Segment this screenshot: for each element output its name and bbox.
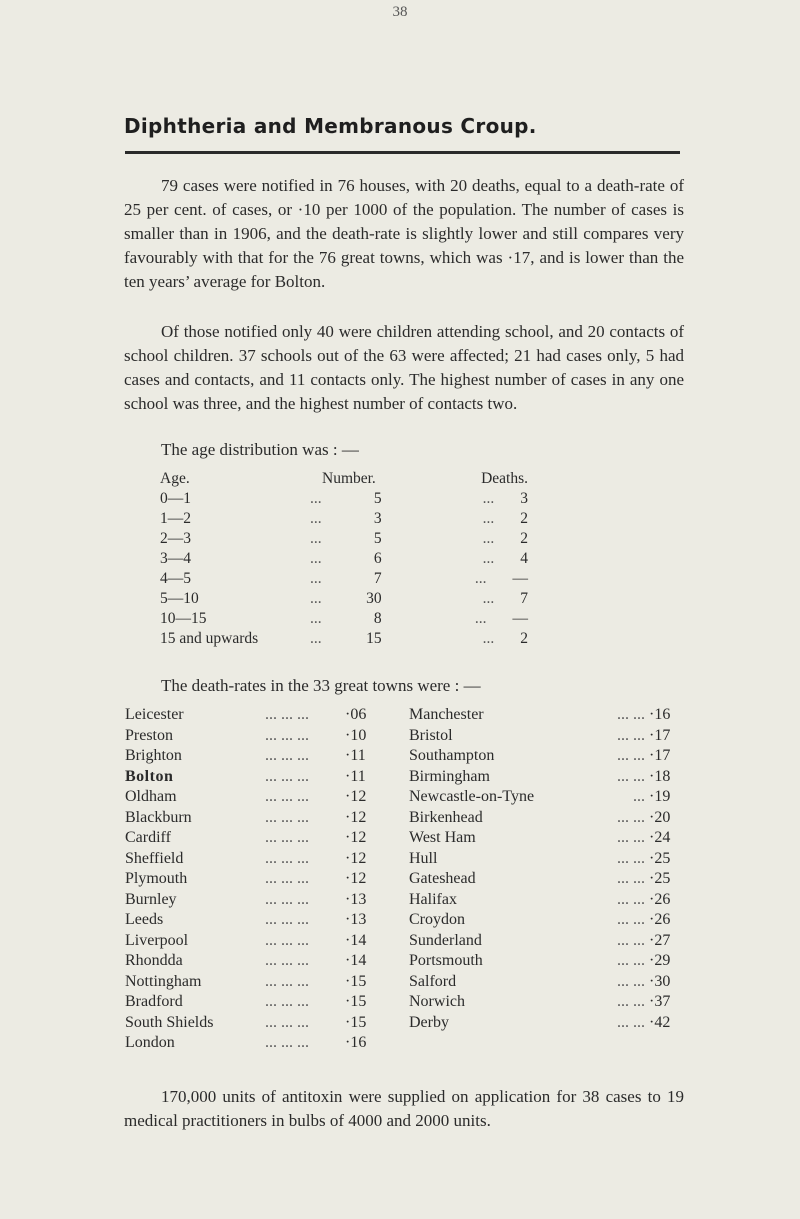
town-rate-row xyxy=(125,787,677,808)
town-name: Birkenhead xyxy=(409,808,483,826)
leader-dots: ... ... xyxy=(617,1013,645,1031)
leader-dots: ... ... xyxy=(617,972,645,990)
leader-dots: ... xyxy=(482,590,495,607)
leader-dots: ... xyxy=(310,630,322,647)
leader-dots: ... ... xyxy=(617,808,645,826)
town-rate: ·42 xyxy=(649,1013,671,1031)
town-rate: ·24 xyxy=(649,829,671,846)
leader-dots: ... xyxy=(474,570,487,587)
town-rate: ·10 xyxy=(345,726,367,744)
town-rate: ·30 xyxy=(649,972,671,990)
town-name: Southampton xyxy=(409,747,495,764)
case-number-value: 6 xyxy=(373,550,382,567)
town-rate: ·12 xyxy=(345,788,367,805)
leader-dots: ... ... ... xyxy=(265,726,309,744)
town-name: Gateshead xyxy=(409,870,476,887)
leader-dots: ... xyxy=(310,490,322,507)
leader-dots: ... ... ... xyxy=(265,911,309,928)
leader-dots: ... ... ... xyxy=(265,1013,309,1031)
town-name: Hull xyxy=(409,849,438,867)
town-rate: ·16 xyxy=(649,706,671,723)
leader-dots: ... xyxy=(310,590,322,607)
death-rates-intro: The death-rates in the 33 great towns were : — xyxy=(161,676,481,695)
age-range: 3—4 xyxy=(160,550,191,567)
town-name: Salford xyxy=(409,972,457,990)
age-table-row xyxy=(160,549,528,569)
town-name: Rhondda xyxy=(125,952,183,969)
town-rate-row xyxy=(125,726,677,747)
leader-dots: ... ... xyxy=(617,747,645,764)
town-name: Croydon xyxy=(409,911,465,928)
town-name: Sheffield xyxy=(125,849,184,867)
leader-dots: ... ... ... xyxy=(265,788,309,805)
death-rates-table xyxy=(125,705,677,1054)
death-count xyxy=(442,529,528,549)
leader-dots: ... xyxy=(310,610,322,627)
town-name: Birmingham xyxy=(409,767,490,785)
town-rate: ·11 xyxy=(345,767,366,785)
leader-dots: ... xyxy=(633,788,645,805)
death-count xyxy=(442,569,528,589)
leader-dots: ... ... xyxy=(617,726,645,744)
town-rate-row xyxy=(125,890,677,911)
town-name: Bradford xyxy=(125,993,183,1010)
town-rate-row xyxy=(125,869,677,890)
case-number xyxy=(310,629,442,649)
death-count-value: — xyxy=(512,610,528,627)
town-name: London xyxy=(125,1034,175,1051)
age-table-header-row xyxy=(160,469,528,489)
leader-dots: ... xyxy=(482,530,495,547)
case-number xyxy=(310,589,442,609)
town-rate: ·12 xyxy=(345,829,367,846)
town-rate-row xyxy=(125,931,677,952)
town-rate: ·19 xyxy=(649,788,671,805)
age-range: 4—5 xyxy=(160,570,191,587)
town-rate: ·14 xyxy=(345,952,367,969)
leader-dots: ... ... xyxy=(617,849,645,867)
leader-dots: ... ... ... xyxy=(265,952,309,969)
age-table-row xyxy=(160,489,528,509)
case-number xyxy=(310,609,442,629)
deaths-header: Deaths. xyxy=(481,470,528,487)
case-number xyxy=(310,489,442,509)
age-header: Age. xyxy=(160,470,190,487)
leader-dots: ... ... ... xyxy=(265,808,309,826)
town-name: Bolton xyxy=(125,767,174,785)
town-rate: ·37 xyxy=(649,993,671,1010)
town-rate: ·17 xyxy=(649,747,671,764)
town-rate-row xyxy=(125,828,677,849)
town-rate: ·11 xyxy=(345,747,366,764)
town-name: Norwich xyxy=(409,993,465,1010)
town-rate: ·15 xyxy=(345,972,367,990)
death-count-value: 3 xyxy=(520,490,528,507)
leader-dots: ... xyxy=(482,630,495,647)
leader-dots: ... ... ... xyxy=(265,1034,309,1051)
town-rate: ·27 xyxy=(649,931,671,949)
town-rate: ·12 xyxy=(345,808,367,826)
town-rate: ·12 xyxy=(345,870,367,887)
death-count xyxy=(442,629,528,649)
town-rate: ·25 xyxy=(649,849,671,867)
town-name: Derby xyxy=(409,1013,449,1031)
town-rate: ·18 xyxy=(649,767,671,785)
town-rate: ·25 xyxy=(649,870,671,887)
death-count xyxy=(442,489,528,509)
leader-dots: ... xyxy=(310,530,322,547)
paragraph-antitoxin: 170,000 units of antitoxin were supplied on application for 38 cases to 19 medical practitioners in bulbs of 4000 and 2000 units. xyxy=(124,1087,684,1130)
case-number-value: 8 xyxy=(373,610,382,627)
town-rate: ·06 xyxy=(345,706,367,723)
leader-dots: ... ... xyxy=(617,890,645,908)
town-rate-row xyxy=(125,746,677,767)
death-count-value: — xyxy=(512,570,528,587)
town-name: Bristol xyxy=(409,726,453,744)
town-rate-row xyxy=(125,972,677,993)
age-table-row xyxy=(160,609,528,629)
town-rate: ·16 xyxy=(345,1034,367,1051)
town-rate-row xyxy=(125,767,677,788)
paragraph-schools: Of those notified only 40 were children attending school, and 20 contacts of school children. 37 schools out of the 63 were affected; 21 had cases only, 5 had cases and contacts, and 11 contacts only. The highest number of cases in any one school was three, and the highest number of contacts two. xyxy=(124,322,684,413)
town-rate: ·14 xyxy=(345,931,367,949)
age-table-row xyxy=(160,589,528,609)
town-name: Brighton xyxy=(125,747,182,764)
leader-dots: ... xyxy=(310,510,322,527)
leader-dots: ... ... ... xyxy=(265,993,309,1010)
town-name: Sunderland xyxy=(409,931,482,949)
town-rate: ·17 xyxy=(649,726,671,744)
case-number xyxy=(310,569,442,589)
town-rate-row xyxy=(125,705,677,726)
leader-dots: ... ... xyxy=(617,767,645,785)
death-count-value: 2 xyxy=(520,530,528,547)
town-name: Halifax xyxy=(409,890,457,908)
leader-dots: ... ... xyxy=(617,911,645,928)
age-distribution-table xyxy=(160,469,528,649)
town-rate: ·15 xyxy=(345,1013,367,1031)
age-table-row xyxy=(160,509,528,529)
town-name: Portsmouth xyxy=(409,952,483,969)
age-range: 15 and upwards xyxy=(160,630,259,647)
leader-dots: ... ... xyxy=(617,952,645,969)
leader-dots: ... xyxy=(474,610,487,627)
age-range: 5—10 xyxy=(160,590,199,607)
leader-dots: ... ... xyxy=(617,870,645,887)
town-name: Newcastle-on-Tyne xyxy=(409,788,535,805)
age-table-row xyxy=(160,629,528,649)
town-rate-row xyxy=(125,808,677,829)
case-number-value: 5 xyxy=(373,490,382,507)
leader-dots: ... xyxy=(482,510,495,527)
town-rate: ·29 xyxy=(649,952,671,969)
town-name: South Shields xyxy=(125,1013,214,1031)
age-range: 10—15 xyxy=(160,610,207,627)
case-number-value: 5 xyxy=(373,530,382,547)
case-number xyxy=(310,549,442,569)
town-name: Manchester xyxy=(409,706,484,723)
page-number: 38 xyxy=(392,4,408,20)
case-number xyxy=(310,529,442,549)
death-count-value: 2 xyxy=(520,630,528,647)
leader-dots: ... ... ... xyxy=(265,931,309,949)
leader-dots: ... xyxy=(310,550,322,567)
death-count-value: 7 xyxy=(520,590,528,607)
death-count xyxy=(442,609,528,629)
leader-dots: ... ... ... xyxy=(265,747,309,764)
town-rate: ·12 xyxy=(345,849,367,867)
town-rate-row xyxy=(125,910,677,931)
leader-dots: ... ... xyxy=(617,931,645,949)
leader-dots: ... ... ... xyxy=(265,972,309,990)
leader-dots: ... xyxy=(310,570,322,587)
town-name: Nottingham xyxy=(125,972,202,990)
leader-dots: ... ... ... xyxy=(265,890,309,908)
age-table-row xyxy=(160,529,528,549)
town-name: Blackburn xyxy=(125,808,192,826)
death-count xyxy=(442,589,528,609)
age-range: 0—1 xyxy=(160,490,191,507)
leader-dots: ... xyxy=(482,550,495,567)
age-table-row xyxy=(160,569,528,589)
case-number-value: 15 xyxy=(366,630,382,647)
town-rate: ·13 xyxy=(345,911,367,928)
town-rate-row xyxy=(125,951,677,972)
case-number-value: 30 xyxy=(366,590,382,607)
leader-dots: ... ... ... xyxy=(265,870,309,887)
town-rate-row xyxy=(125,992,677,1013)
leader-dots: ... ... xyxy=(617,706,645,723)
town-name: Leicester xyxy=(125,706,184,723)
town-name: Preston xyxy=(125,726,173,744)
town-rate-row xyxy=(125,849,677,870)
age-distribution-intro: The age distribution was : — xyxy=(161,440,359,459)
number-header: Number. xyxy=(322,470,376,487)
paragraph-cases: 79 cases were notified in 76 houses, with 20 deaths, equal to a death-rate of 25 per cent. of cases, or ·10 per 1000 of the population. The number of cases is smaller than in 1906, and the death-rate is slightly lower and still compares very favourably with that for the 76 great towns, which was ·17, and is lower than the ten years’ average for Bolton. xyxy=(124,176,684,291)
leader-dots: ... ... xyxy=(617,829,645,846)
case-number-value: 7 xyxy=(373,570,382,587)
death-count-value: 2 xyxy=(520,510,528,527)
section-heading: Diphtheria and Membranous Croup. xyxy=(124,114,537,138)
death-count xyxy=(442,549,528,569)
case-number xyxy=(310,509,442,529)
town-rate: ·13 xyxy=(345,890,367,908)
town-name: Burnley xyxy=(125,890,177,908)
age-range: 2—3 xyxy=(160,530,191,547)
death-count xyxy=(442,509,528,529)
town-name: Oldham xyxy=(125,788,177,805)
leader-dots: ... xyxy=(482,490,495,507)
town-rate: ·15 xyxy=(345,993,367,1010)
case-number-value: 3 xyxy=(373,510,382,527)
town-rate-row xyxy=(125,1013,677,1034)
town-name: Plymouth xyxy=(125,870,188,887)
age-range: 1—2 xyxy=(160,510,191,527)
town-rate: ·26 xyxy=(649,890,671,908)
town-rate: ·20 xyxy=(649,808,671,826)
death-count-value: 4 xyxy=(520,550,528,567)
town-name: Liverpool xyxy=(125,931,189,949)
heading-rule xyxy=(125,151,680,154)
leader-dots: ... ... ... xyxy=(265,767,309,785)
town-name: Leeds xyxy=(125,911,164,928)
town-rate-row xyxy=(125,1033,677,1054)
leader-dots: ... ... ... xyxy=(265,849,309,867)
leader-dots: ... ... ... xyxy=(265,829,309,846)
leader-dots: ... ... ... xyxy=(265,706,309,723)
leader-dots: ... ... xyxy=(617,993,645,1010)
town-name: Cardiff xyxy=(125,829,171,846)
town-name: West Ham xyxy=(409,829,476,846)
town-rate: ·26 xyxy=(649,911,671,928)
